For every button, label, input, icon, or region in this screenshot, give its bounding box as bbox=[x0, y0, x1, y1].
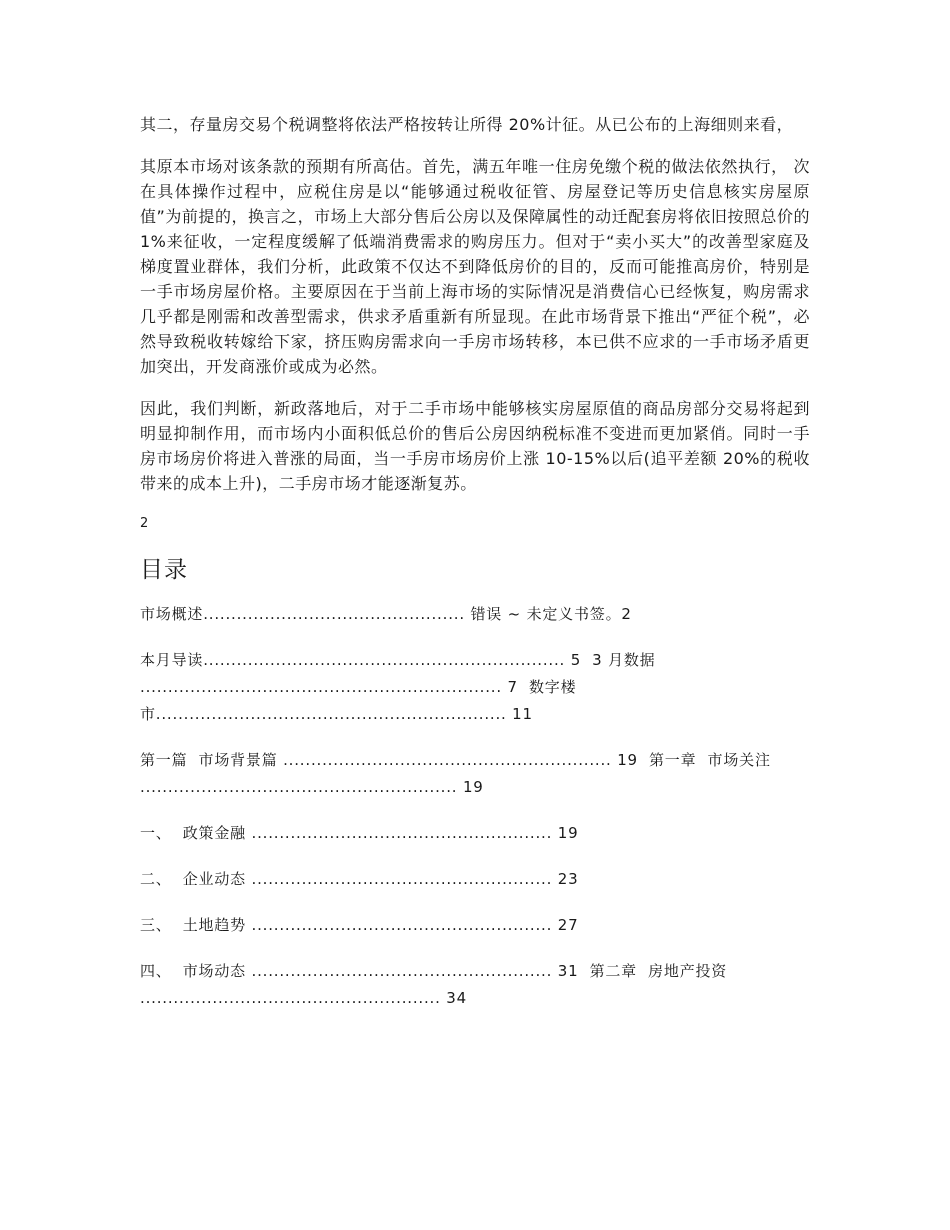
toc-entry-policy-finance[interactable]: 一、 政策金融 ...................................................... 19 bbox=[140, 824, 579, 842]
body-paragraph-2: 其原本市场对该条款的预期有所高估。首先，满五年唯一住房免缴个税的做法依然执行， 次在具体操作过程中，应税住房是以“能够通过税收征管、房屋登记等历史信息核实房屋原值”为前提的，换言之，市场上大部分售后公房以及保障属性的动迁配套房将依旧按照总价的 1%来征收，一定程度缓解了低端消费需求的购房压力。但对于“卖小买大”的改善型家庭及梯度置业群体，我们分析，此政策不仅达不到降低房价的目的，反而可能推高房价，特别是一手市场房屋价格。主要原因在于当前上海市场的实际情况是消费信心已经恢复，购房需求几乎都是刚需和改善型需求，供求矛盾重新有所显现。在此市场背景下推出“严征个税”，必然导致税收转嫁给下家，挤压购房需求向一手房市场转移，本已供不应求的一手市场矛盾更加突出，开发商涨价或成为必然。 bbox=[140, 157, 810, 376]
toc-entry-market-dynamics[interactable]: 四、 市场动态 ...................................................... 31 第二章 房地产投资 ...................................................... 34 bbox=[140, 962, 728, 1007]
body-paragraph-3: 因此，我们判断，新政落地后，对于二手市场中能够核实房屋原值的商品房部分交易将起到明显抑制作用，而市场内小面积低总价的售后公房因纳税标准不变进而更加紧俏。同时一手房市场房价将进入普涨的局面，当一手房市场房价上涨 10-15%以后(追平差额 20%的税收带来的成本上升)，二手房市场才能逐渐复苏。 bbox=[140, 399, 810, 493]
toc-entry-part-one[interactable]: 第一篇 市场背景篇 ........................................................... 19 第一章 市场关注 ......................................................... 19 bbox=[140, 751, 777, 796]
body-paragraph-1: 其二，存量房交易个税调整将依法严格按转让所得 20%计征。从已公布的上海细则来看， bbox=[140, 115, 794, 134]
toc-entry-land-trends[interactable]: 三、 土地趋势 ...................................................... 27 bbox=[140, 916, 579, 934]
toc-entry-enterprise-news[interactable]: 二、 企业动态 ...................................................... 23 bbox=[140, 870, 579, 888]
toc-entry-market-overview[interactable]: 市场概述............................................... 错误 ~ 未定义书签。2 bbox=[140, 605, 632, 623]
page-number: 2 bbox=[140, 516, 149, 531]
document-page bbox=[140, 112, 810, 1031]
toc-title: 目录 bbox=[140, 557, 188, 583]
toc-entry-monthly-guide[interactable]: 本月导读................................................................. 5 3 月数据 ................................................................. 7 数字楼 市............................................................... 11 bbox=[140, 651, 656, 723]
